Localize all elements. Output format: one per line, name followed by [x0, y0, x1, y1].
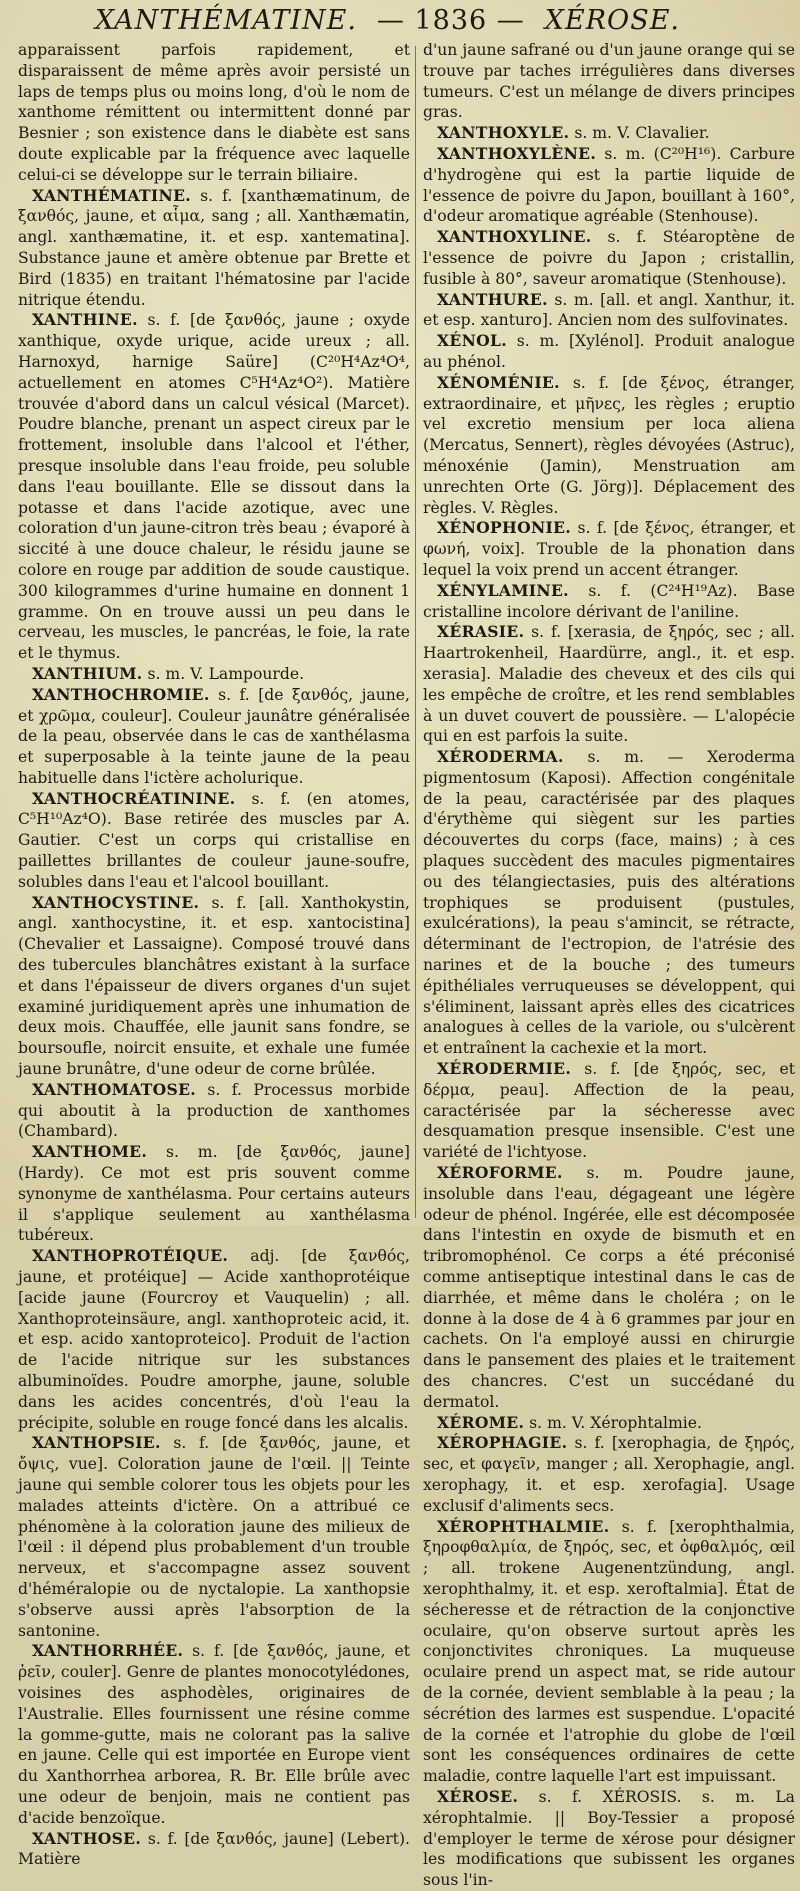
dictionary-entry — [18, 1433, 410, 1641]
entry-definition: s. f. [de ξανθός, jaune] (Lebert). Matière — [18, 1829, 410, 1869]
entry-definition: s. m. V. Clavalier. — [574, 124, 710, 143]
entry-headword: XANTHIUM. — [32, 663, 143, 683]
entry-definition: s. m. V. Lampourde. — [147, 664, 305, 683]
left-column — [18, 40, 411, 1869]
entry-headword: XANTHURE. — [437, 289, 548, 309]
entry-headword: XÉROFORME. — [437, 1163, 563, 1183]
entry-definition: s. f. [de ξένος, étranger, et φωνή, voix]. Trouble de la phonation dans lequel la voix prend un accent étranger. — [423, 519, 795, 579]
entry-headword: XÉNOPHONIE. — [437, 518, 572, 538]
entry-definition: d'un jaune safrané ou d'un jaune orange qui se trouve par taches irrégulières dans diverses tumeurs. C'est un mélange de divers principes gras. — [423, 41, 795, 122]
entry-definition: s. m. [de ξανθός, jaune] (Hardy). Ce mot est pris souvent comme synonyme de xanthélasma. Pour certains auteurs il s'applique seulement au xanthélasma tubéreux. — [18, 1143, 411, 1245]
entry-headword: XÉROME. — [437, 1412, 525, 1432]
entry-definition: s. f. Processus morbide qui aboutit à la production de xanthomes (Chambard). — [18, 1080, 410, 1141]
dictionary-entry — [423, 331, 795, 373]
dictionary-entry — [423, 1163, 795, 1413]
dictionary-entry — [423, 747, 795, 1059]
entry-headword: XÉNOMÉNIE. — [437, 372, 560, 392]
dictionary-entry — [423, 518, 795, 580]
running-header — [0, 0, 800, 40]
entry-headword: XÉROSE. — [437, 1786, 519, 1806]
dictionary-entry — [18, 685, 410, 789]
right-column — [423, 40, 795, 1890]
dictionary-entry — [18, 1142, 410, 1246]
dictionary-entry — [423, 581, 795, 623]
entry-definition: s. f. [de ξανθός, jaune, et ῥεῖν, couler]. Genre de plantes monocotylédones, voisines des asphodèles, originaires de l'Australie. Elles fournissent une résine comme la gomme-gutte, mais ne colorant pas la salive en jaune. Celle qui est importée en Europe vient du Xanthorrhea arborea, R. Br. Elle brûle avec une odeur de benjoin, mais ne contient pas d'acide benzoïque. — [18, 1642, 410, 1827]
entry-headword: XANTHOCHROMIE. — [32, 684, 210, 704]
dictionary-entry — [423, 227, 795, 289]
entry-headword: XANTHOME. — [32, 1142, 148, 1162]
dictionary-entry — [18, 1080, 410, 1142]
dictionary-entry — [423, 1413, 795, 1434]
entry-definition: s. f. [xerophthalmia, ξηροφθαλμία, de ξηρός, sec, et ὀφθαλμός, œil ; all. trokene Augenentzündung, angl. xerophthalmy, it. et esp. xeroftalmia]. État de sécheresse et de rétraction de la conjonctive oculaire, qu'on observe surtout après les conjonctivites chroniques. La muqueuse oculaire prend un aspect mat, se ride autour de la cornée, devient semblable à la peau ; la sécrétion des larmes est suspendue. L'opacité de la cornée et l'atrophie du globe de l'œil sont les conséquences ordinaires de cette maladie, contre laquelle l'art est impuissant. — [423, 1517, 795, 1786]
entry-headword: XANTHOPSIE. — [32, 1433, 161, 1453]
dictionary-entry — [18, 789, 410, 893]
dictionary-entry — [423, 144, 795, 227]
entry-headword: XÉNOL. — [437, 331, 508, 351]
dictionary-entry — [423, 373, 795, 519]
entry-definition: s. f. [de ξηρός, sec, et δέρμα, peau]. Affection de la peau, caractérisée par la sécheresse avec desquamation presque insensible. C'est une variété de l'ichtyose. — [423, 1060, 795, 1162]
dictionary-entry — [18, 310, 410, 664]
dictionary-entry — [18, 1641, 410, 1828]
entry-definition: s. f. [xerasia, de ξηρός, sec ; all. Haartrokenheil, Haardürre, angl., it. et esp. xerasia]. Maladie des cheveux et des cils qui les empêche de croître, et les rend semblables à un duvet couvert de poussière. — L'alopécie qui en est parfois la suite. — [423, 623, 795, 746]
entry-definition: adj. [de ξανθός, jaune, et protéique] — Acide xanthoprotéique [acide jaune (Fourcroy et Vauquelin) ; all. Xanthoproteinsäure, angl. xanthoproteic acid, it. et esp. acido xantoproteico]. Produit de l'action de l'acide nitrique sur les substances albuminoïdes. Poudre amorphe, jaune, soluble dans les acides concentrés, d'où l'eau la précipite, soluble en rouge foncé dans les alcalis. — [18, 1247, 410, 1432]
entry-headword: XÉRASIE. — [437, 622, 525, 642]
entry-definition: s. f. (C²⁴H¹⁹Az). Base cristalline incolore dérivant de l'aniline. — [423, 581, 795, 621]
page-number: — 1836 — — [376, 4, 525, 36]
column-divider — [415, 46, 416, 1218]
entry-headword: XANTHOXYLINE. — [437, 227, 592, 247]
header-first-entry: XANTHÉMATINE. — [95, 4, 357, 36]
entry-definition: s. m. — Xeroderma pigmentosum (Kaposi). Affection congénitale de la peau, caractérisée par des plaques d'érythème qui siègent sur les parties découvertes du corps (face, mains) ; à ces plaques succèdent des macules pigmentaires ou des télangiectasies, puis des altérations trophiques se produisent (pustules, exulcérations), la peau s'amincit, se rétracte, déterminant de l'ectropion, de l'atrésie des narines et de la bouche ; des tumeurs épithéliales verruqueuses se développent, qui s'éliminent, laissant après elles des cicatrices analogues à celles de la variole, ou s'ulcèrent et entraînent la cachexie et la mort. — [423, 748, 795, 1058]
entry-definition: s. f. (en atomes, C⁵H¹⁰Az⁴O). Base retirée des muscles par A. Gautier. C'est un corps qui cristallise en paillettes brillantes de couleur jaune-soufre, solubles dans l'eau et l'alcool bouillant. — [18, 789, 410, 891]
dictionary-entry — [18, 1246, 410, 1433]
entry-headword: XANTHOXYLE. — [437, 123, 570, 143]
entry-definition: s. f. [xanthæmatinum, de ξανθός, jaune, et αἷμα, sang ; all. Xanthæmatin, angl. xanthæmatine, it. et esp. xantematina]. Substance jaune et amère obtenue par Brette et Bird (1835) en traitant l'hématosine par l'acide nitrique étendu. — [18, 186, 410, 309]
entry-definition: s. f. Stéaroptène de l'essence de poivre du Japon ; cristallin, fusible à 80°, saveur aromatique (Stenhouse). — [423, 228, 795, 288]
entry-headword: XANTHOCYSTINE. — [32, 892, 200, 912]
entry-definition: s. f. [de ξένος, étranger, extraordinaire, et μῆνες, les règles ; eruptio vel excretio mensium per loca aliena (Mercatus, Sennert), règles dévoyées (Astruc), ménoxénie (Jamin), Menstruation am unrechten Orte (G. Jörg)]. Déplacement des règles. V. Règles. — [423, 373, 795, 517]
dictionary-entry — [423, 123, 795, 144]
entry-headword: XANTHÉMATINE. — [32, 185, 191, 205]
entry-definition: s. f. [de ξανθός, jaune, et χρῶμα, couleur]. Couleur jaunâtre généralisée de la peau, observée dans le cas de xanthélasma et superposable à la teinte jaune de la peau habituelle dans l'ictère acholurique. — [18, 685, 410, 787]
dictionary-entry — [18, 40, 410, 186]
entry-headword: XÉRODERMA. — [437, 747, 564, 767]
entry-definition: s. f. XÉROSIS. s. m. La xérophtalmie. || Boy-Tessier a proposé d'employer le terme de xérose pour désigner les modifications que subissent les organes sous l'in- — [423, 1787, 795, 1890]
dictionary-entry — [423, 1517, 795, 1787]
entry-definition: s. f. [de ξανθός, jaune, et ὄψις, vue]. Coloration jaune de l'œil. || Teinte jaune qui semble colorer tous les objets pour les malades atteints d'ictère. On a attribué ce phénomène à la coloration jaune des milieux de l'œil : il dépend plus probablement d'un trouble nerveux, et s'accompagne assez souvent d'héméralopie ou de nyctalopie. La xanthopsie s'observe aussi après l'absorption de la santonine. — [18, 1434, 410, 1640]
dictionary-entry — [18, 664, 410, 685]
dictionary-entry — [18, 893, 410, 1080]
header-last-entry: XÉROSE. — [544, 4, 680, 36]
entry-headword: XÉROPHTHALMIE. — [437, 1516, 610, 1536]
dictionary-entry — [423, 1787, 795, 1891]
entry-definition: s. m. V. Xérophtalmie. — [529, 1413, 702, 1432]
dictionary-entry — [18, 186, 410, 311]
entry-definition: s. m. (C²⁰H¹⁶). Carbure d'hydrogène qui est la partie liquide de l'essence de poivre du Japon, bouillant à 160°, d'odeur aromatique agréable (Stenhouse). — [423, 144, 795, 226]
dictionary-entry — [423, 1433, 795, 1516]
entry-headword: XANTHOXYLÈNE. — [437, 143, 597, 163]
dictionary-entry — [423, 1059, 795, 1163]
entry-definition: s. f. [all. Xanthokystin, angl. xanthocystine, it. et esp. xantocistina] (Chevalier et Lassaigne). Composé trouvé dans des tubercules blanchâtres existant à la surface et dans l'épaisseur de divers organes d'un sujet examiné juridiquement après une inhumation de deux mois. Chauffée, elle jaunit sans fondre, se boursoufle, noircit ensuite, et exhale une fumée jaune brunâtre, d'une odeur de corne brûlée. — [18, 893, 410, 1079]
entry-headword: XÉROPHAGIE. — [437, 1433, 568, 1453]
dictionary-entry — [423, 40, 795, 123]
entry-definition: apparaissent parfois rapidement, et disparaissent de même après avoir persisté un laps de temps plus ou moins long, d'où le nom de xanthome rémittent ou intermittent donné par Besnier ; son existence dans le diabète est sans doute explicable par la fréquence avec laquelle celui-ci se développe sur le terrain biliaire. — [18, 41, 410, 184]
entry-headword: XÉRODERMIE. — [437, 1059, 572, 1079]
entry-headword: XANTHOPROTÉIQUE. — [32, 1246, 229, 1266]
entry-headword: XANTHORRHÉE. — [32, 1641, 184, 1661]
entry-definition: s. f. [de ξανθός, jaune ; oxyde xanthique, oxyde urique, acide ureux ; all. Harnoxyd, harnige Saüre] (C²⁰H⁴Az⁴O⁴, actuellement en atomes C⁵H⁴Az⁴O²). Matière trouvée d'abord dans un calcul vésical (Marcet). Poudre blanche, prenant un aspect cireux par le frottement, insoluble dans l'alcool et l'éther, presque insoluble dans l'eau froide, peu soluble dans l'eau bouillante. Elle se dissout dans la potasse et dans l'acide azotique, avec une coloration d'un jaune-citron très beau ; évaporé à siccité à une douce chaleur, le résidu jaune se colore en rouge par addition de soude caustique. 300 kilogrammes d'urine humaine en donnent 1 gramme. On en trouve aussi un peu dans le cerveau, les muscles, le pancréas, le foie, la rate et le thymus. — [18, 311, 411, 663]
entry-definition: s. m. Poudre jaune, insoluble dans l'eau, dégageant une légère odeur de phénol. Ingérée, elle est décomposée dans l'intestin en oxyde de bismuth et en tribromophénol. Ce corps a été préconisé comme antiseptique intestinal dans le cas de diarrhée, et même dans le choléra ; on le donne à la dose de 4 à 6 grammes par jour en cachets. On l'a employé aussi en chirurgie dans le pansement des plaies et le traitement des chancres. C'est un succédané du dermatol. — [423, 1164, 795, 1411]
entry-headword: XANTHOMATOSE. — [32, 1079, 196, 1099]
entry-headword: XANTHINE. — [32, 310, 138, 330]
entry-definition: s. f. [xerophagia, de ξηρός, sec, et φαγεῖν, manger ; all. Xerophagie, angl. xerophagy, it. et esp. xerofagia]. Usage exclusif d'aliments secs. — [423, 1434, 795, 1515]
entry-headword: XANTHOSE. — [32, 1828, 142, 1848]
dictionary-entry — [423, 290, 795, 332]
entry-definition: s. m. [all. et angl. Xanthur, it. et esp. xanturo]. Ancien nom des sulfovinates. — [423, 290, 795, 330]
entry-definition: s. m. [Xylénol]. Produit analogue au phénol. — [423, 332, 795, 371]
entry-headword: XÉNYLAMINE. — [437, 580, 569, 600]
dictionary-entry — [423, 622, 795, 747]
entry-headword: XANTHOCRÉATININE. — [32, 788, 236, 808]
dictionary-entry — [18, 1829, 410, 1871]
